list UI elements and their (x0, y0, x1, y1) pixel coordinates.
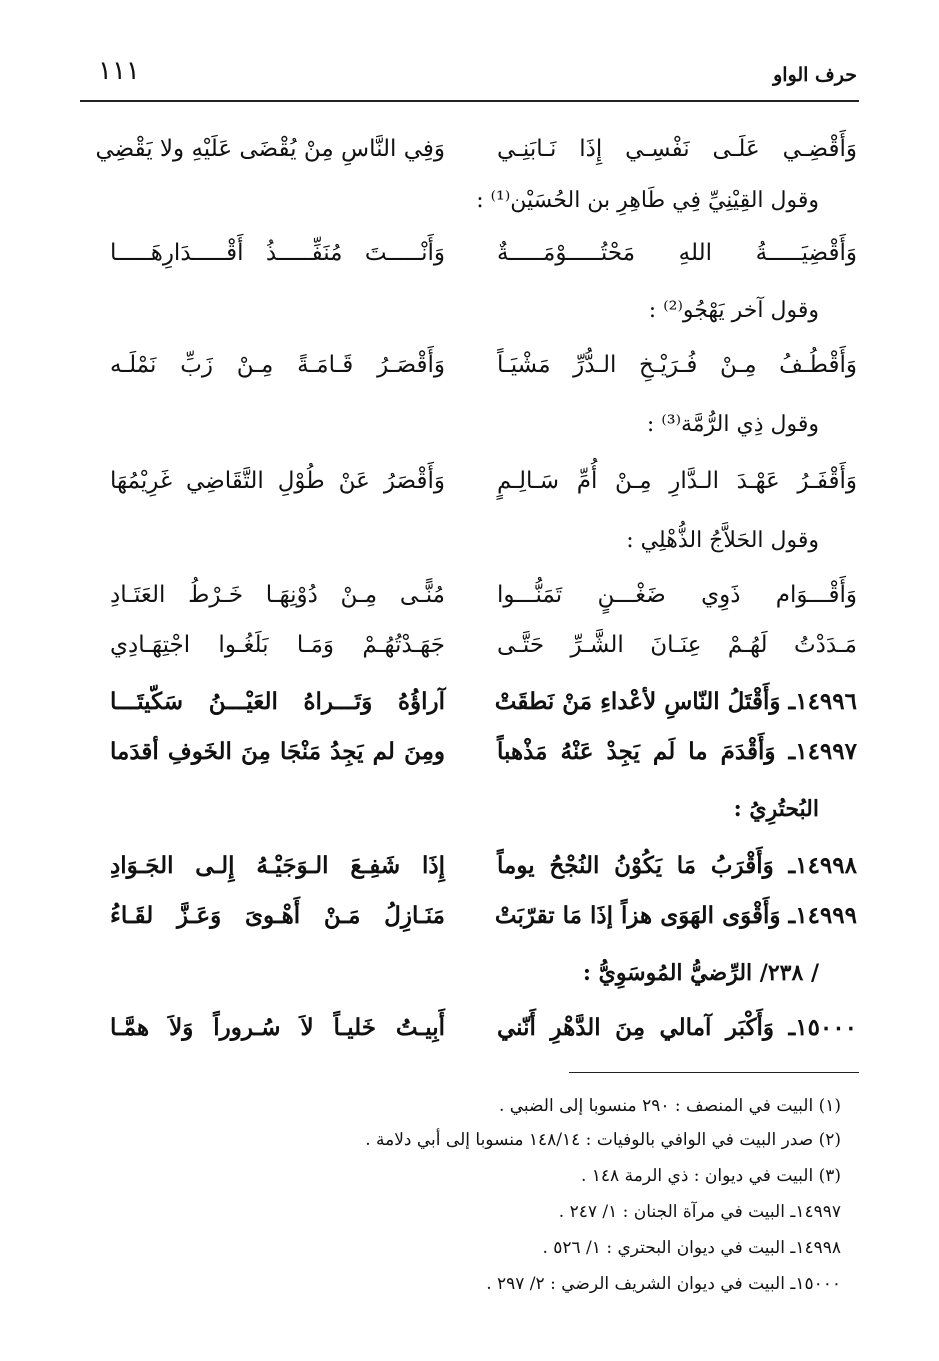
verse-first-hemistich: ١٥٠٠٠ـ وَأَكْبَر آمالي مِنَ الدَّهْرِ أَنّني (497, 1014, 857, 1041)
verse-intro: وقول القِيْنِيِّ فِي طَاهِرِ بن الحُسَيْن⁽¹⁾ : (476, 188, 819, 213)
verse-second-hemistich: أَبِيـتُ خَليـاً لاَ سُـروراً وَلاَ همَّـا (110, 1014, 445, 1041)
verse-second-hemistich: إِذَا شَفِـعَ الـوَجَيْـهُ إِلـى الجَـوَادِ (110, 852, 445, 879)
verse-first-hemistich: ١٤٩٩٦ـ وَأَقْتَلُ النّاسِ لأعْداءِ مَنْ نَطقَتْ (494, 688, 857, 715)
verse-second-hemistich: مُنًّـى مِـنْ دُوْنِهَـا خَـرْطُ العَتَـادِ (110, 582, 445, 608)
verse-second-hemistich: آراؤُهُ وَتَـــراهُ العَيْـــنُ سَكّيتَـــا (110, 688, 445, 715)
verse-first-hemistich: مَـدَدْتُ لَهُـمْ عِنَـانَ الشَّـرِّ حَتَّـى (497, 632, 857, 658)
footnote: (٣) البيت في ديوان : ذي الرمة ١٤٨ . (580, 1166, 841, 1186)
verse-first-hemistich: وَأَقْـــوَام ذَوِي ضَغْـــنٍ تَمَنُّـــوا (497, 582, 857, 608)
verse-second-hemistich: وَأَقْصَرُ عَنْ طُوْلِ التَّقَاضِي غَرِيْمُهَا (110, 468, 445, 494)
header-rule (80, 100, 859, 102)
verse-intro: وقول آخر يَهْجُو⁽²⁾ : (648, 298, 819, 323)
poet-name: / ٢٣٨/ الرِّضيُّ المُوسَوِيُّ : (582, 960, 819, 986)
verse-first-hemistich: ١٤٩٩٩ـ وَأَقْوَى الهَوَى هزاً إذَا مَا تقرّبَتْ (494, 902, 857, 929)
footnote: (٢) صدر البيت في الوافي بالوفيات : ١٤٨/١٤ منسوبا إلى أبي دلامة . (365, 1130, 841, 1150)
poet-name: البُحتُرِيُ : (733, 796, 819, 822)
page-number: ١١١ (98, 56, 140, 86)
page-title: حرف الواو (773, 64, 857, 86)
footnote: ١٤٩٩٧ـ البيت في مرآة الجنان : ١/ ٢٤٧ . (558, 1202, 841, 1222)
footnote-rule (569, 1072, 859, 1073)
footnote: (١) البيت في المنصف : ٢٩٠ منسوبا إلى الضبي . (498, 1096, 841, 1116)
verse-first-hemistich: ١٤٩٩٨ـ وَأَقْرَبُ مَا يَكُوْنُ النُجْحُ يوماً (497, 852, 857, 879)
verse-intro: وقول الحَلاَّجُ الذُّهْلِي : (626, 528, 819, 553)
verse-second-hemistich: ومِنَ لم يَجِدُ مَنْجَا مِنَ الخَوفِ أقدَما (110, 738, 445, 765)
verse-intro: وقول ذِي الرُّمَّة⁽³⁾ : (646, 412, 819, 437)
verse-first-hemistich: وَأَقْفَـرُ عَهْـدَ الـدَّارِ مِـنْ أُمِّ سَـالِـمٍ (497, 468, 857, 494)
verse-first-hemistich: وَأَقْطُـفُ مِـنْ فُـرَيْـخِ الـدُّرِّ مَشْيَـاً (497, 352, 857, 378)
verse-second-hemistich: وَفِي النَّاسِ مِنْ يُقْضَى عَلَيْهِ ولا يَقْضِي (95, 136, 445, 162)
verse-second-hemistich: وَأَنْـــــتَ مُنَفِّـــــذُ أَقْـــــدَارِهَـــــا (110, 240, 445, 266)
verse-first-hemistich: وَأَقْضِيَـــــةُ اللهِ مَحْتُـــــوْمَـــــةٌ (497, 240, 857, 266)
verse-first-hemistich: وَأَقْضِـي عَلَـى نَفْسِـي إِذَا نَـابَنِـي (497, 136, 857, 162)
verse-second-hemistich: جَهَـدْتُهُـمْ وَمَـا بَلَغُـوا اجْتِهَـادِي (110, 632, 445, 658)
verse-second-hemistich: مَنَـازِلُ مَـنْ أَهْـوىَ وَعَـزَّ لقَـاءُ (110, 902, 445, 929)
footnote: ١٤٩٩٨ـ البيت في ديوان البحتري : ١/ ٥٢٦ . (542, 1238, 841, 1258)
footnote: ١٥٠٠٠ـ البيت في ديوان الشريف الرضي : ٢/ ٢٩٧ . (486, 1274, 841, 1294)
verse-second-hemistich: وَأَقْصَـرُ قَـامَـةً مِـنْ زَبِّ نَمْلَـه (110, 352, 445, 378)
verse-first-hemistich: ١٤٩٩٧ـ وَأَقْدَمَ ما لَم يَجِدْ عَنْهُ مَذْهباً (497, 738, 857, 765)
